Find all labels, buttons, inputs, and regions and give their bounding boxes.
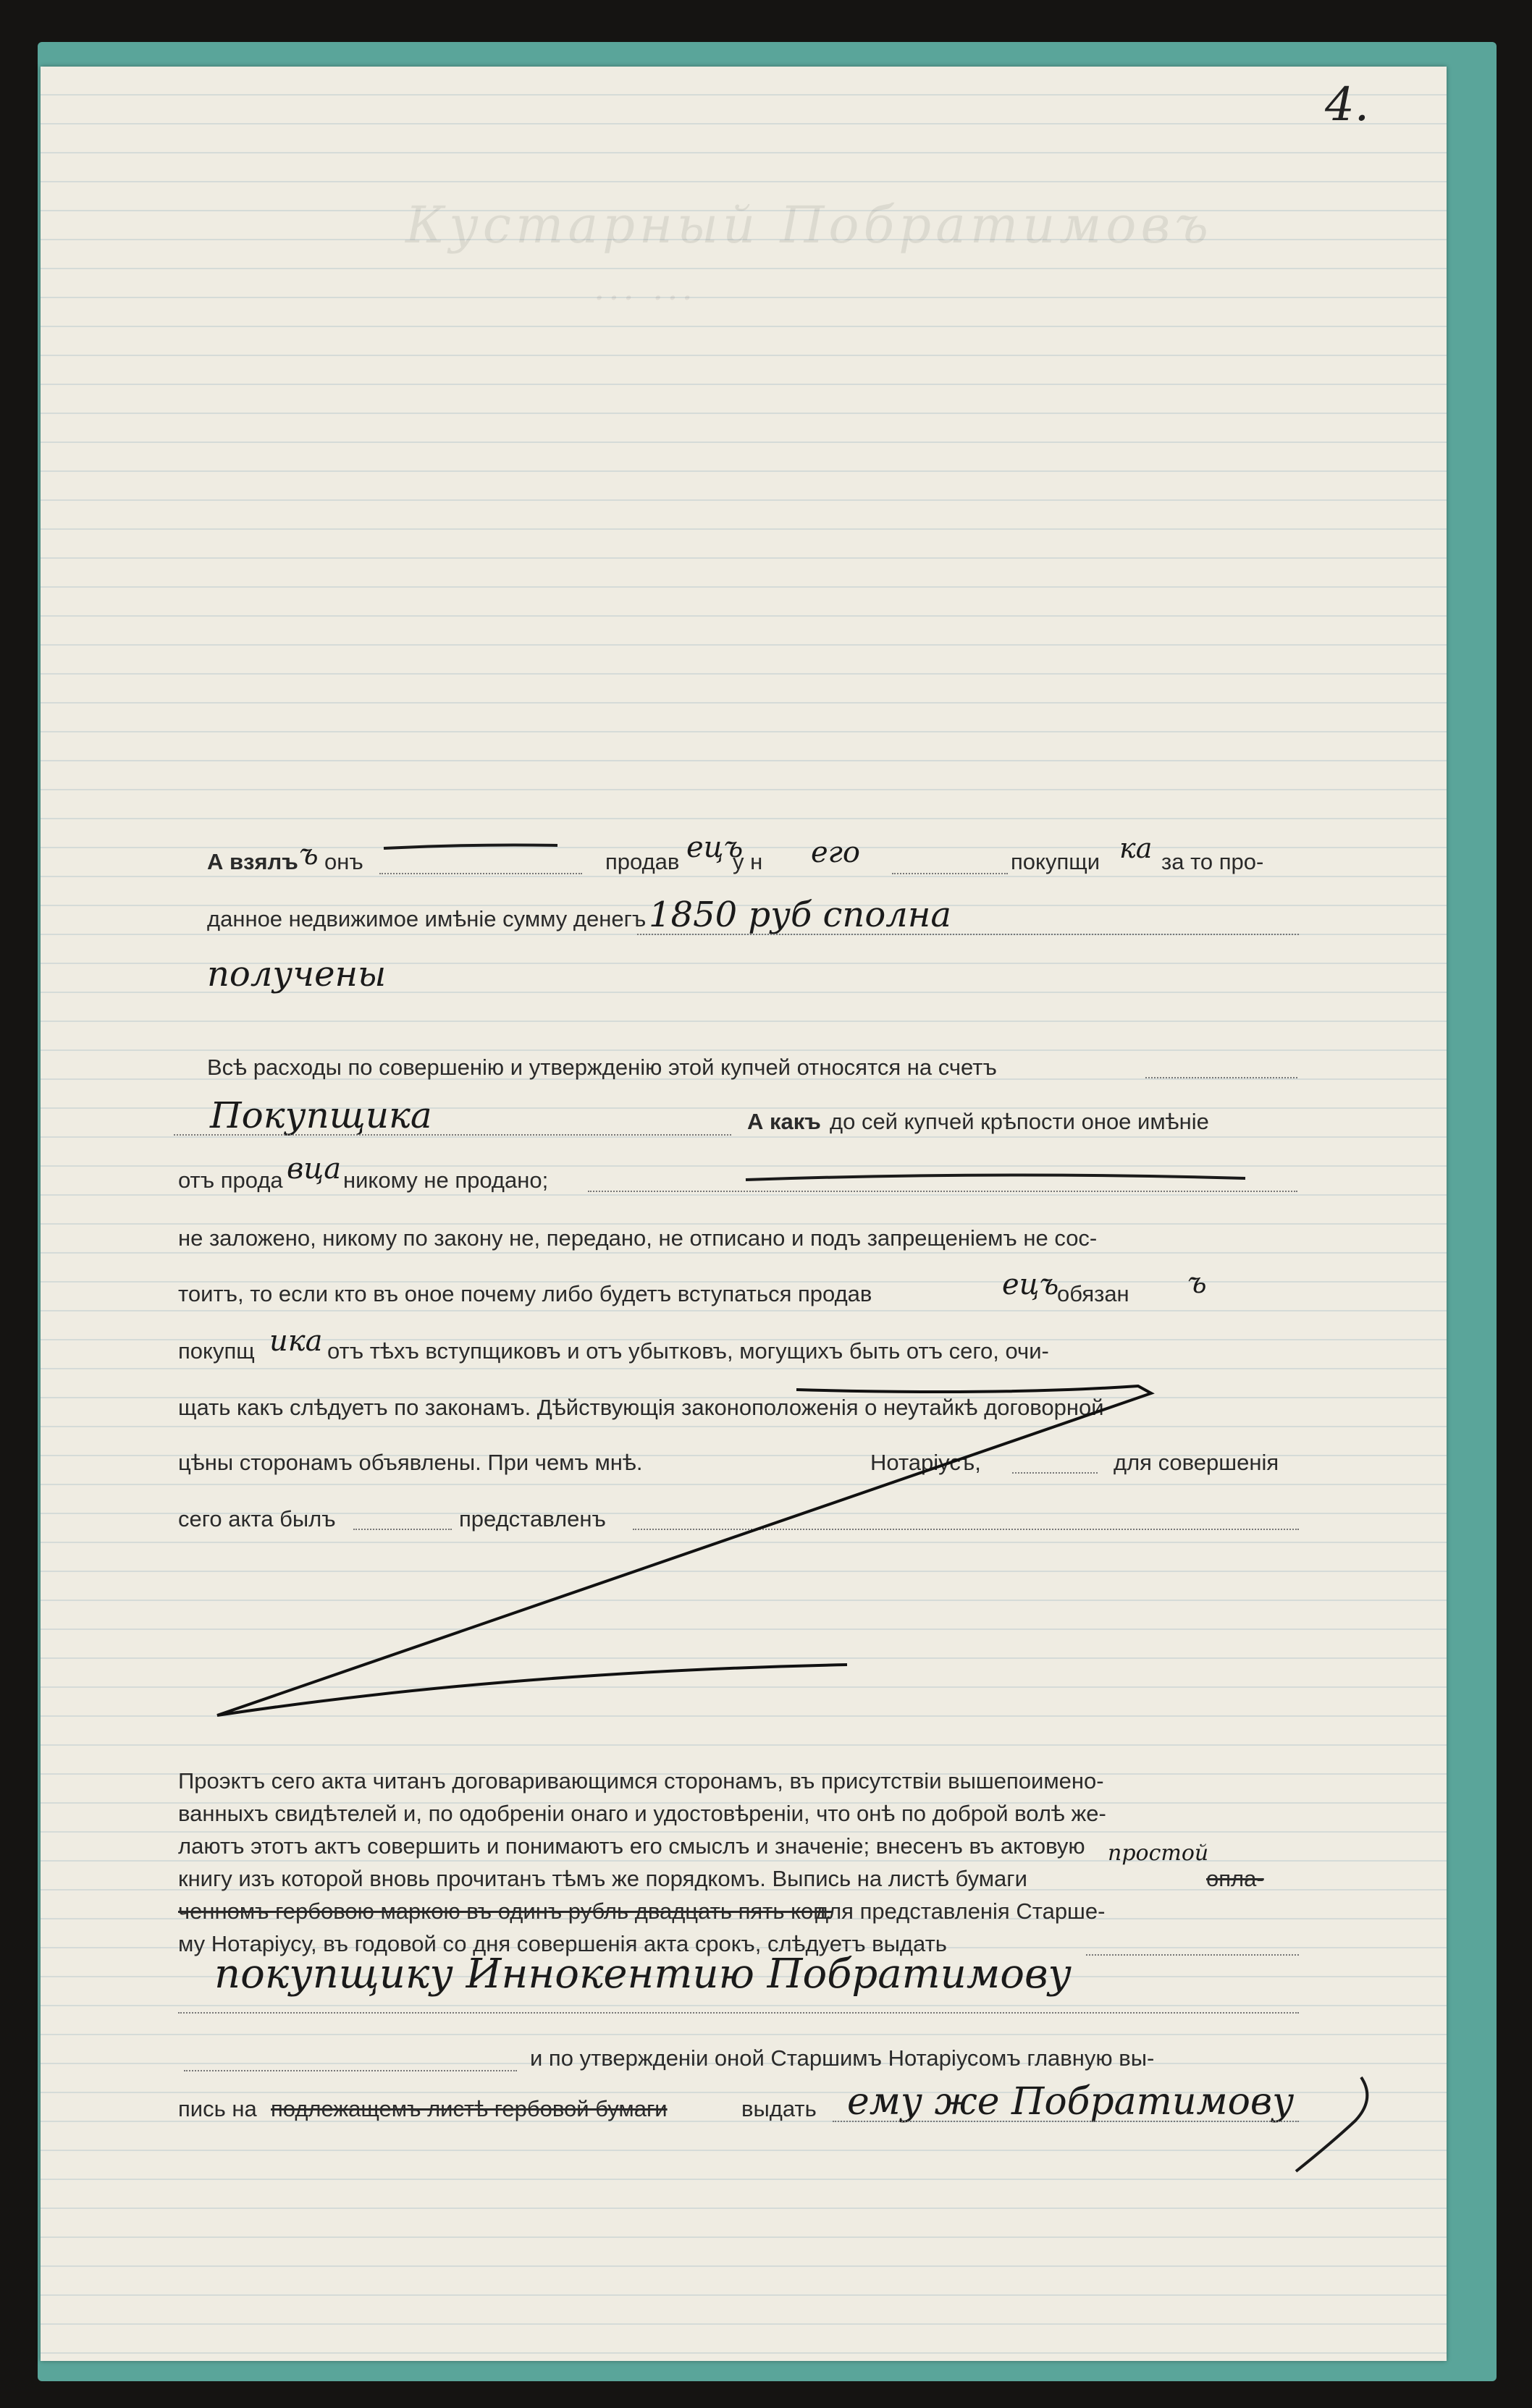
text-a-kak: А какъ <box>747 1109 821 1134</box>
handwritten-suffix-2: ъ <box>1187 1267 1207 1300</box>
text-proekt-line-2: ванныхъ свидѣтелей и, по одобренiи онаго и удостовѣренiи, что онѣ по доброй волѣ же- <box>178 1801 1106 1826</box>
text-on: онъ <box>324 849 363 874</box>
handwritten-ets-2: ецъ <box>1002 1268 1059 1301</box>
text-tseny-storonam: цѣны сторонамъ объявлены. При чемъ мнѣ. <box>178 1450 643 1475</box>
text-tom-esli-kto: тоитъ, то если кто въ оное почему либо будетъ вступаться продав <box>178 1281 872 1306</box>
text-podlezhashchem-struck: подлежащемъ листѣ гербовой бумаги <box>271 2096 668 2121</box>
handwritten-prostoi: простой <box>1108 1841 1209 1866</box>
handwritten-polucheny: получены <box>207 954 387 994</box>
text-dlya-predstavleniya: для представленiя Старше- <box>815 1898 1106 1924</box>
text-proekt-line-4: книгу изъ которой вновь прочитанъ тѣмъ же порядкомъ. Выпись на листѣ бумаги <box>178 1866 1027 1891</box>
z-cancellation-stroke <box>217 1386 1151 1715</box>
text-proekt-line-3: лаютъ этотъ актъ совершить и понимаютъ его смыслъ и значенiе; внесенъ въ актовую <box>178 1833 1085 1859</box>
text-pis-na: пись на <box>178 2096 257 2121</box>
text-sego-akta-byl: сего акта былъ <box>178 1506 336 1532</box>
text-vydat: выдать <box>741 2096 817 2121</box>
text-proekt-line-1: Проэктъ сего акта читанъ договаривающимся сторонамъ, въ присутствiи вышепоимено- <box>178 1768 1104 1794</box>
text-po-utverzhdenii: и по утвержденiи оной Старшимъ Нотарiусомъ главную вы- <box>530 2045 1155 2071</box>
handwritten-ets: ецъ <box>686 831 744 864</box>
text-ot-proda: отъ прода <box>178 1167 283 1193</box>
handwritten-vtsa: вца <box>287 1152 342 1186</box>
text-u-n: у н <box>733 849 763 874</box>
text-a-vzyal: А взялъ <box>207 849 298 874</box>
faint-bleedthrough-heading: Кустарный Побратимовъ <box>405 195 1213 255</box>
page-number: 4. <box>1325 78 1370 132</box>
text-nikomu-ne-prodano: никому не продано; <box>343 1167 549 1193</box>
dash-stroke <box>746 1175 1245 1180</box>
text-vse-raskhody: Всѣ расходы по совершенiю и утвержденiю этой купчей относятся на счетъ <box>207 1055 997 1080</box>
text-ne-zalozheno: не заложено, никому по закону не, передано, не отписано и подъ запрещенiемъ не сос- <box>178 1225 1098 1251</box>
text-opla-struck: опла- <box>1206 1866 1264 1891</box>
handwritten-ka: ка <box>1119 832 1153 864</box>
text-gerbovaya-marka-struck: ченномъ гербовою маркою въ одинъ рубль двадцать пять коп. <box>178 1898 832 1924</box>
text-ot-tekh-vstupshchikov: отъ тѣхъ вступщиковъ и отъ убытковъ, могущихъ быть отъ сего, очи- <box>327 1338 1049 1364</box>
handwritten-ego: его <box>811 836 860 869</box>
handwritten-sum: 1850 руб сполна <box>649 895 952 935</box>
text-notarius: Нотарiусъ, <box>870 1450 981 1475</box>
text-do-sei-kupchei: до сей купчей крѣпости оное имѣнiе <box>830 1109 1209 1134</box>
text-za-to-pro: за то про- <box>1161 849 1264 874</box>
dash-stroke <box>384 845 557 849</box>
handwritten-emu-zhe: ему же Побратимову <box>847 2080 1295 2124</box>
signature-flourish <box>1296 2077 1367 2171</box>
handwritten-ika: ика <box>269 1325 323 1358</box>
handwritten-pokupshchiku: покупщику Иннокентию Побратимову <box>214 1951 1072 1998</box>
text-dlya-soversheniya: для совершенiя <box>1114 1450 1279 1475</box>
text-pokupshchi: покупщи <box>1011 849 1100 874</box>
handwritten-suffix: ъ <box>299 838 319 871</box>
faint-bleedthrough-subheading: ... ... <box>594 268 696 308</box>
text-predstavlen: представленъ <box>459 1506 606 1532</box>
handwritten-pokupshchika: Покупщика <box>210 1094 432 1136</box>
text-obyazan: обязан <box>1057 1281 1129 1306</box>
text-dannoe-imenie: данное недвижимое имѣнiе сумму денегъ <box>207 906 647 931</box>
text-notariusu: му Нотарiусу, въ годовой со дня совершенiя акта срокъ, слѣдуетъ выдать <box>178 1931 947 1956</box>
text-shchat-kak: щать какъ слѣдуетъ по законамъ. Дѣйствующiя законоположенiя о неутайкѣ договорной <box>178 1395 1104 1420</box>
text-pokupshch: покупщ <box>178 1338 255 1364</box>
text-prodav: продав <box>605 849 680 874</box>
